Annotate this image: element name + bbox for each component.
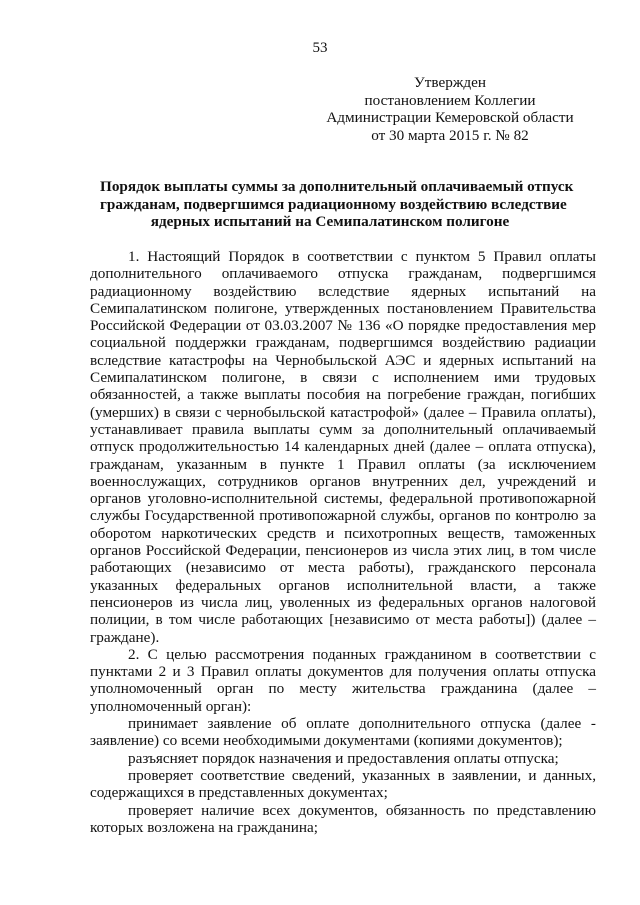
body-line: оборотом наркотических средств и психотропных веществ, таможенных	[90, 524, 596, 542]
body-line: отпуск продолжительностью 14 календарных дней (далее – оплата отпуска),	[90, 438, 596, 456]
body-line: (умерших) в связи с чернобыльской катастрофой» (далее – Правила оплаты),	[90, 403, 596, 421]
approval-line: от 30 марта 2015 г. № 82	[371, 126, 529, 144]
body-line: которых возложена на гражданина;	[90, 818, 318, 836]
body-line: вследствие катастрофы на Чернобыльской АЭС и ядерных испытаний на	[90, 351, 596, 369]
title-line: гражданам, подвергшимся радиационному воздействию вследствие	[100, 195, 567, 213]
approval-stamp	[300, 74, 600, 144]
body-line: социальной поддержки гражданам, подвергшимся воздействию радиации	[90, 334, 596, 352]
approval-line: Администрации Кемеровской области	[326, 109, 574, 126]
approval-line: Утвержден	[414, 74, 486, 91]
body-line: принимает заявление об оплате дополнительного отпуска (далее -	[128, 715, 596, 733]
body-line: содержащихся в представленных документах;	[90, 784, 388, 802]
page-number: 53	[312, 40, 328, 56]
body-line: гражданам, указанным в пункте 1 Правил оплаты (за исключением	[90, 455, 596, 473]
document-title	[100, 178, 574, 231]
body-line: 2. С целью рассмотрения поданных гражданином в соответствии с	[128, 645, 596, 663]
body-line: военнослужащих, сотрудников органов внутренних дел, учреждений и	[90, 472, 596, 490]
body-line: разъясняет порядок назначения и предоставления оплаты отпуска;	[128, 749, 559, 767]
title-line: Порядок выплаты суммы за дополнительный оплачиваемый отпуск	[100, 178, 574, 195]
document-body	[90, 248, 596, 836]
body-line: уполномоченный орган по месту жительства гражданина (далее –	[90, 680, 596, 698]
body-line: обязанностей, а также выплаты пособия на погребение граждан, погибших	[90, 386, 596, 404]
body-line: 1. Настоящий Порядок в соответствии с пунктом 5 Правил оплаты	[128, 248, 596, 265]
approval-line: постановлением Коллегии	[364, 91, 536, 109]
body-line: службы Государственной противопожарной службы, органов по контролю за	[90, 507, 596, 525]
body-line: Российской Федерации от 03.03.2007 № 136 «О порядке предоставления мер	[90, 317, 596, 335]
body-line: проверяет соответствие сведений, указанных в заявлении, и данных,	[128, 766, 596, 784]
body-line: радиационному воздействию вследствие ядерных испытаний на	[90, 282, 596, 300]
body-line: Семипалатинском полигоне, утвержденных постановлением Правительства	[90, 299, 596, 317]
body-line: заявление) со всеми необходимыми документами (копиями документов);	[90, 732, 563, 750]
body-line: дополнительного оплачиваемого отпуска гражданам, подвергшимся	[90, 265, 596, 283]
body-line: устанавливает правила выплаты сумм за дополнительный оплачиваемый	[90, 420, 596, 438]
body-line: граждане).	[90, 628, 160, 646]
body-line: указанных федеральных органов исполнительной власти, а также	[90, 576, 596, 594]
title-line: ядерных испытаний на Семипалатинском полигоне	[150, 213, 510, 230]
body-line: органов Российской Федерации, пенсионеров из числа этих лиц, в том числе	[90, 542, 596, 560]
body-line: Семипалатинском полигоне, в связи с исполнением ими трудовых	[90, 369, 596, 387]
body-line: проверяет наличие всех документов, обязанность по представлению	[128, 801, 596, 819]
body-line: работающих (независимо от места работы), гражданского персонала	[90, 559, 596, 577]
body-line: пенсионеров из числа лиц, уволенных из федеральных органов налоговой	[90, 593, 596, 611]
body-line: полиции, в том числе работающих [независимо от места работы]) (далее –	[90, 611, 596, 629]
body-line: органов уголовно-исполнительной системы, федеральной противопожарной	[90, 490, 596, 508]
body-line: уполномоченный орган):	[90, 697, 252, 715]
body-line: пунктами 2 и 3 Правил оплаты документов для получения оплаты отпуска	[90, 663, 596, 681]
